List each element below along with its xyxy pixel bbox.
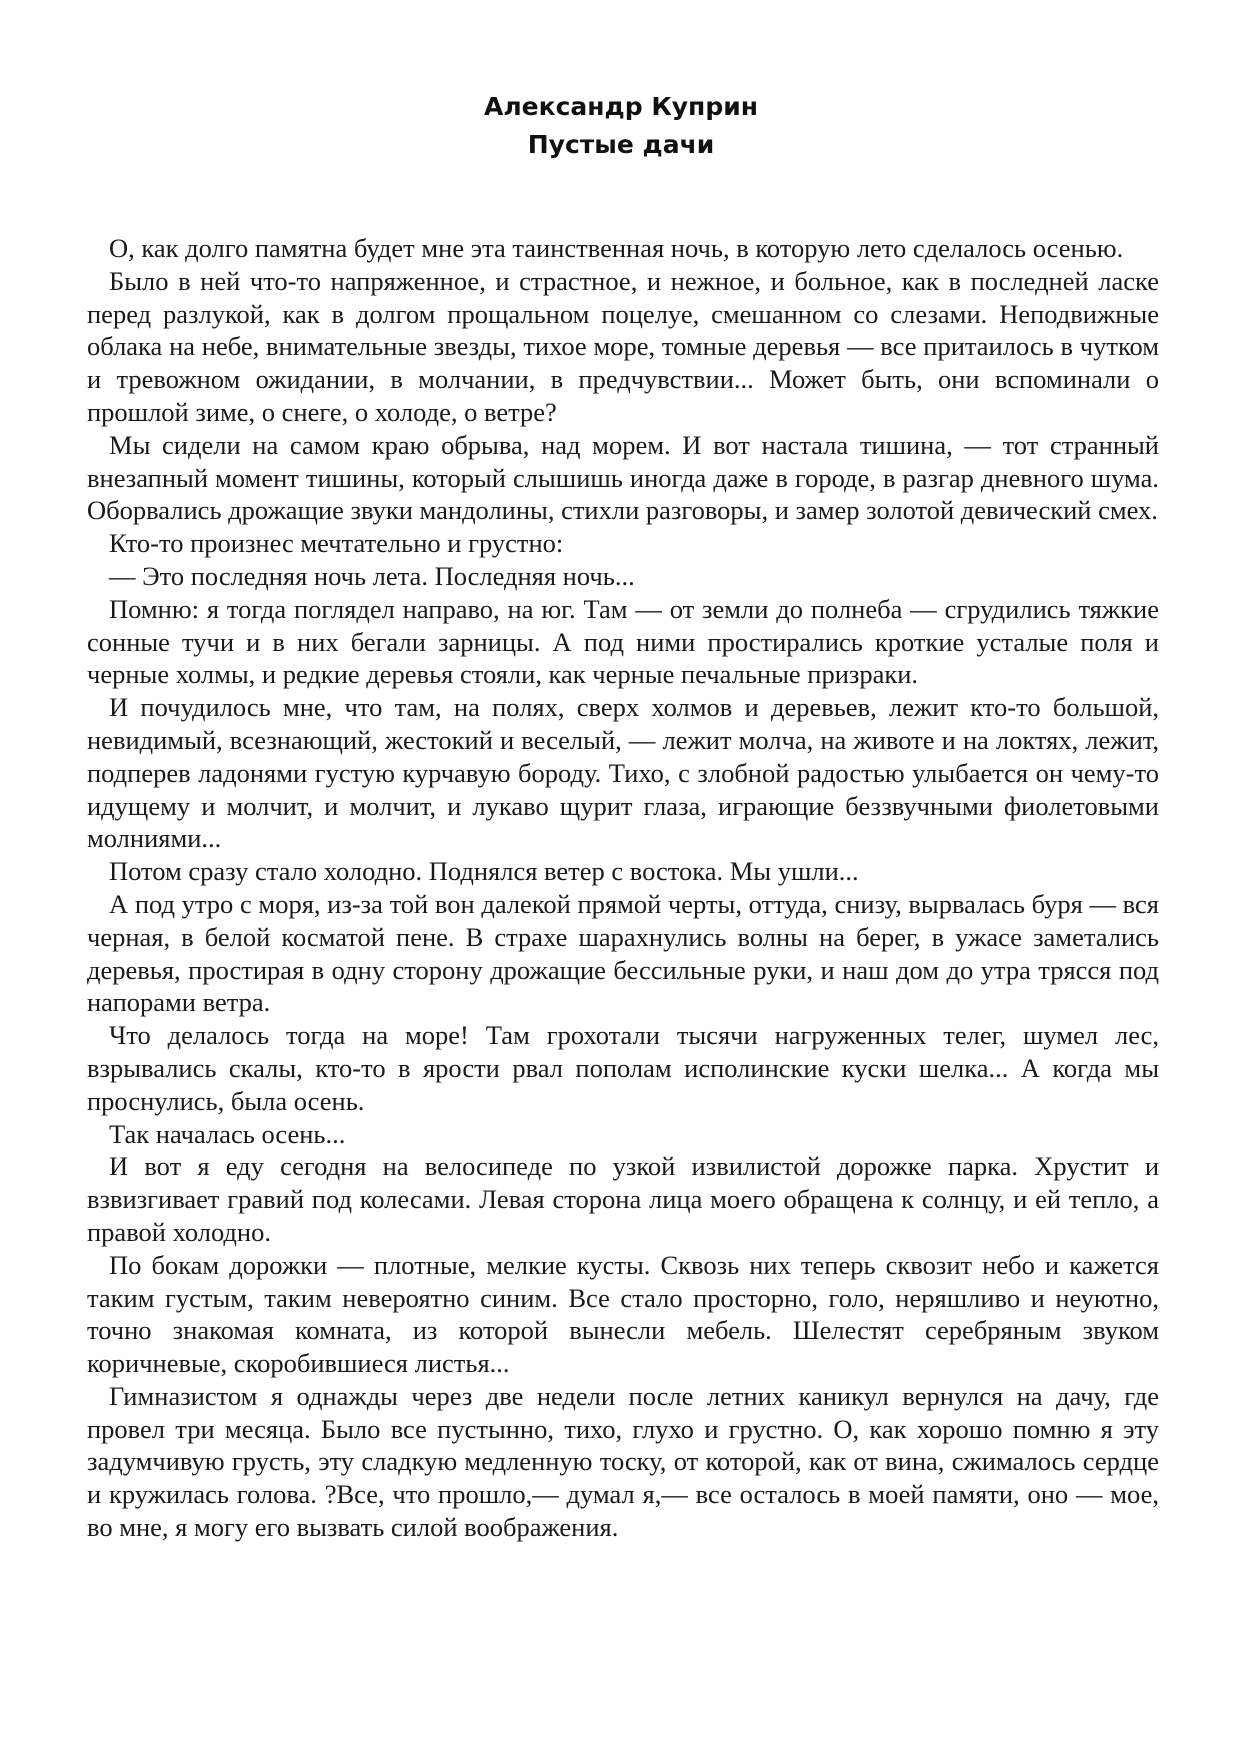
- story-title: Пустые дачи: [527, 130, 715, 159]
- paragraph: И почудилось мне, что там, на полях, сверх холмов и деревьев, лежит кто-то большой, невидимый, всезнающий, жестокий и веселый, — лежит молча, на животе и на локтях, лежит, подперев ладонями густую курчавую бороду. Тихо, с злобной радостью улыбается он чему-то идущему и молчит, и молчит, и лукаво щурит глаза, играющие беззвучными фиолетовыми молниями...: [87, 692, 1159, 854]
- paragraph: Помню: я тогда поглядел направо, на юг. Там — от земли до полнеба — сгрудились тяжкие сонные тучи и в них бегали зарницы. А под ними простирались кроткие усталые поля и черные холмы, и редкие деревья стояли, как черные печальные призраки.: [87, 593, 1159, 690]
- paragraph: Мы сидели на самом краю обрыва, над морем. И вот настала тишина, — тот странный внезапный момент тишины, который слышишь иногда даже в городе, в разгар дневного шума. Оборвались дрожащие звуки мандолины, стихли разговоры, и замер золотой девический смех.: [87, 429, 1159, 526]
- paragraph: И вот я еду сегодня на велосипеде по узкой извилистой дорожке парка. Хрустит и взвизгивает гравий под колесами. Левая сторона лица моего обращена к солнцу, и ей тепло, а правой холодно.: [87, 1151, 1159, 1247]
- paragraph: А под утро с моря, из-за той вон далекой прямой черты, оттуда, снизу, вырвалась буря — вся черная, в белой косматой пене. В страхе шарахнулись волны на берег, в ужасе заметались деревья, простирая в одну сторону дрожащие бессильные руки, и наш дом до утра трясся под напорами ветра.: [87, 888, 1159, 1018]
- paragraph: Кто-то произнес мечтательно и грустно:: [109, 528, 564, 559]
- paragraph: Что делалось тогда на море! Там грохотали тысячи нагруженных телег, шумел лес, взрывались скалы, кто-то в ярости рвал пополам исполинские куски шелка... А когда мы проснулись, была осень.: [87, 1020, 1159, 1116]
- paragraph: По бокам дорожки — плотные, мелкие кусты. Сквозь них теперь сквозит небо и кажется таким густым, таким невероятно синим. Все стало просторно, голо, неряшливо и неуютно, точно знакомая комната, из которой вынесли мебель. Шелестят серебряным звуком коричневые, скоробившиеся листья...: [87, 1249, 1159, 1379]
- paragraph: Было в ней что-то напряженное, и страстное, и нежное, и больное, как в последней ласке перед разлукой, как в долгом прощальном поцелуе, смешанном со слезами. Неподвижные облака на небе, внимательные звезды, тихое море, томные деревья — все притаилось в чутком и тревожном ожидании, в молчании, в предчувствии... Может быть, они вспоминали о прошлой зиме, о снеге, о холоде, о ветре?: [87, 265, 1159, 427]
- author-name: Александр Куприн: [483, 92, 759, 121]
- paragraph: Так началась осень...: [109, 1118, 346, 1149]
- document-header: [0, 88, 1242, 164]
- story-body: [87, 232, 1159, 1544]
- paragraph: — Это последняя ночь лета. Последняя ночь...: [109, 560, 635, 591]
- paragraph: О, как долго памятна будет мне эта таинственная ночь, в которую лето сделалось осенью.: [109, 233, 1124, 263]
- paragraph: Потом сразу стало холодно. Поднялся ветер с востока. Мы ушли...: [109, 856, 859, 887]
- paragraph: Гимназистом я однажды через две недели после летних каникул вернулся на дачу, где провел три месяца. Было все пустынно, тихо, глухо и грустно. О, как хорошо помню я эту задумчивую грусть, эту сладкую медленную тоску, от которой, как от вина, сжималось сердце и кружилась голова. ?Все, что прошло,— думал я,— все осталось в моей памяти, оно — мое, во мне, я могу его вызвать силой воображения.: [87, 1380, 1159, 1543]
